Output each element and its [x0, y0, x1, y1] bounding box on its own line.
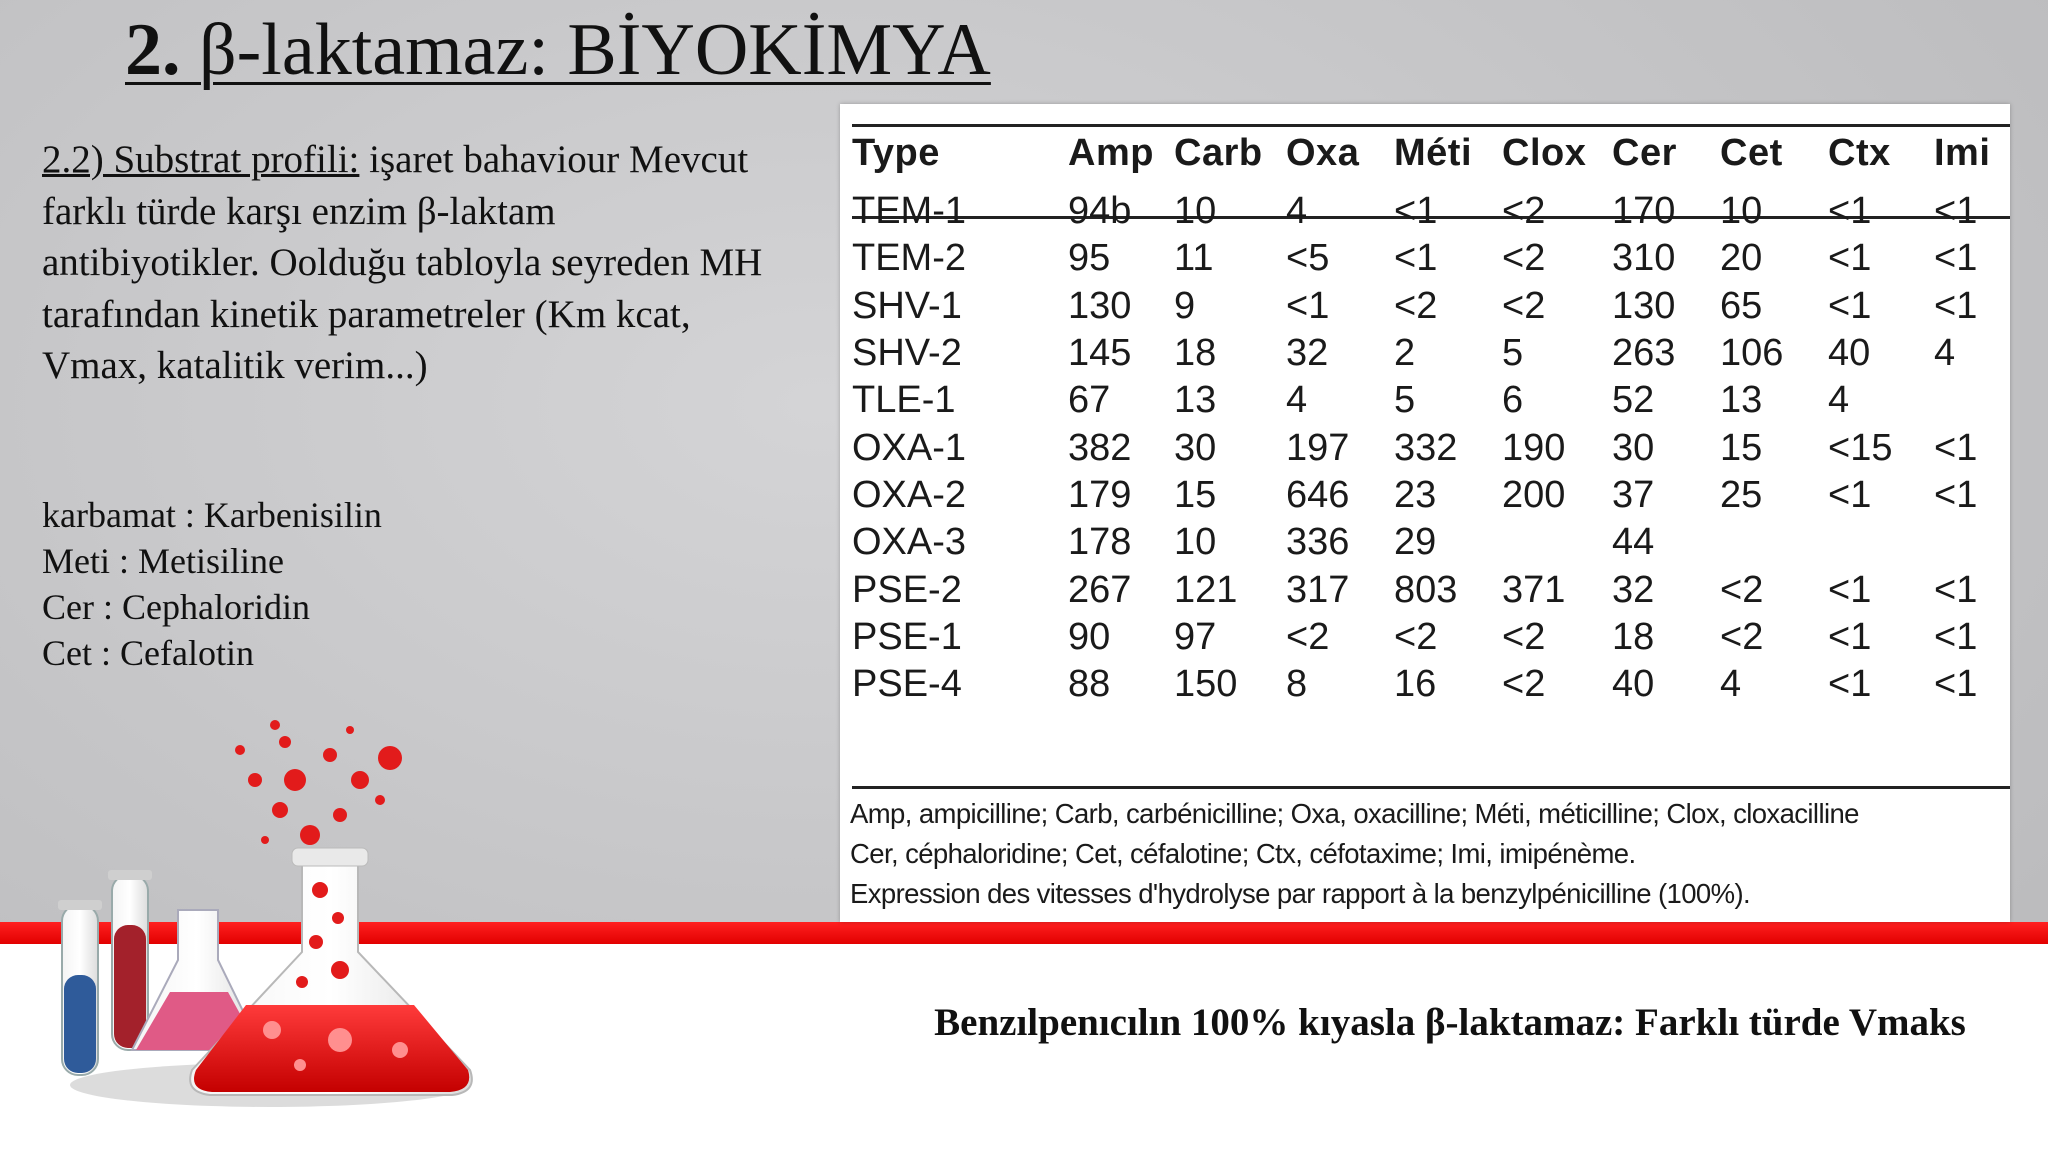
rate-cell: 32	[1286, 332, 1329, 375]
column-header: Carb	[1174, 131, 1263, 174]
column-header: Oxa	[1286, 131, 1360, 174]
column-header: Ctx	[1828, 131, 1891, 174]
enzyme-type-cell: OXA-1	[852, 426, 967, 469]
column-header: Cer	[1612, 131, 1677, 174]
enzyme-type-cell: PSE-4	[852, 663, 962, 706]
rate-cell: 4	[1720, 663, 1742, 706]
abbreviation-list	[42, 492, 542, 676]
rate-cell: 10	[1174, 190, 1217, 233]
rate-cell: 200	[1502, 473, 1566, 516]
rate-cell: 382	[1068, 426, 1132, 469]
rate-cell: <1	[1828, 284, 1872, 327]
rate-cell: 121	[1174, 568, 1238, 611]
table-row	[848, 188, 2004, 235]
rate-cell: <2	[1720, 568, 1764, 611]
table-row	[848, 377, 2004, 424]
title-number: 2.	[125, 9, 181, 91]
rate-cell	[1502, 519, 1612, 566]
table-row	[848, 472, 2004, 519]
rate-cell: 5	[1502, 332, 1524, 375]
rate-cell: 267	[1068, 568, 1132, 611]
substrate-profile-table-image	[840, 104, 2010, 922]
footnote-line: Expression des vitesses d'hydrolyse par rapport à la benzylpénicilline (100%).	[850, 878, 1751, 909]
table-header-row	[848, 118, 2004, 188]
rate-cell: 9	[1174, 284, 1196, 327]
rate-cell: 4	[1828, 379, 1850, 422]
table-row	[848, 235, 2004, 282]
rate-cell: 371	[1502, 568, 1566, 611]
rate-cell: 11	[1174, 237, 1214, 280]
rate-cell: 25	[1720, 473, 1763, 516]
rate-cell: <2	[1720, 615, 1764, 658]
rate-cell: <2	[1286, 615, 1330, 658]
flask-icon	[190, 848, 472, 1095]
rate-cell: 10	[1720, 190, 1763, 233]
enzyme-type-cell: TLE-1	[852, 379, 956, 422]
enzyme-type-cell: TEM-2	[852, 237, 966, 280]
rate-cell: 15	[1174, 473, 1217, 516]
rate-cell: 13	[1174, 379, 1217, 422]
rate-cell: 150	[1174, 663, 1238, 706]
rate-cell: 37	[1612, 473, 1655, 516]
rate-cell: <1	[1934, 190, 1978, 233]
intro-text: işaret bahaviour Mevcut farklı türde karşı enzim β-laktam antibiyotikler. Oolduğu tabloyla seyreden MH tarafından kinetik parametreler (Km kcat, Vmax, katalitik verim...)	[42, 138, 763, 387]
abbreviation-item: karbamat : Karbenisilin	[42, 495, 382, 535]
table-bottom-rule	[852, 786, 2010, 789]
rate-cell	[1934, 377, 2004, 424]
rate-cell: <1	[1934, 237, 1978, 280]
rate-cell: 13	[1720, 379, 1763, 422]
rate-cell: 8	[1286, 663, 1308, 706]
rate-cell: 130	[1612, 284, 1676, 327]
rate-cell: 90	[1068, 615, 1111, 658]
column-header: Clox	[1502, 131, 1587, 174]
table-row	[848, 283, 2004, 330]
abbreviation-item: Meti : Metisiline	[42, 541, 284, 581]
rate-cell: <1	[1934, 615, 1978, 658]
enzyme-type-cell: SHV-2	[852, 332, 962, 375]
rate-cell: 2	[1394, 332, 1416, 375]
table-row	[848, 330, 2004, 377]
rate-cell: 65	[1720, 284, 1763, 327]
rate-cell: 106	[1720, 332, 1784, 375]
rate-cell: 88	[1068, 663, 1111, 706]
rate-cell: <1	[1828, 615, 1872, 658]
rate-cell: <1	[1828, 663, 1872, 706]
rate-cell: 18	[1174, 332, 1217, 375]
table-caption: Benzılpenıcılın 100% kıyasla β-laktamaz: Farklı türde Vmaks	[934, 1001, 1966, 1044]
table-row	[848, 424, 2004, 471]
rate-cell: 18	[1612, 615, 1655, 658]
column-header: Méti	[1394, 131, 1472, 174]
rate-cell: 40	[1612, 663, 1655, 706]
rate-cell: <2	[1502, 615, 1546, 658]
column-header: Amp	[1068, 131, 1154, 174]
rate-cell: 32	[1612, 568, 1655, 611]
rate-cell: 20	[1720, 237, 1763, 280]
rate-cell: <1	[1934, 568, 1978, 611]
rate-cell: <1	[1934, 284, 1978, 327]
rate-cell: <1	[1828, 568, 1872, 611]
rate-cell: <1	[1934, 473, 1978, 516]
table-row	[848, 519, 2004, 566]
rate-cell: <2	[1502, 663, 1546, 706]
rate-cell: <5	[1286, 237, 1330, 280]
rate-cell: 179	[1068, 473, 1132, 516]
intro-heading: 2.2) Substrat profili:	[42, 138, 360, 181]
rate-cell	[1828, 519, 1934, 566]
rate-cell: <1	[1934, 663, 1978, 706]
rate-cell: 30	[1174, 426, 1217, 469]
enzyme-type-cell: OXA-3	[852, 521, 967, 564]
rate-cell	[1934, 519, 2004, 566]
rate-cell: <1	[1828, 473, 1872, 516]
title-text: β-laktamaz: BİYOKİMYA	[199, 9, 991, 91]
rate-cell: 263	[1612, 332, 1676, 375]
rate-cell: <1	[1394, 237, 1438, 280]
rate-cell: 130	[1068, 284, 1132, 327]
test-tube-icon	[58, 900, 102, 1075]
rate-cell: 190	[1502, 426, 1566, 469]
enzyme-type-cell: PSE-1	[852, 615, 962, 658]
column-header: Type	[852, 131, 940, 174]
chemistry-flask-and-test-tubes-icon	[40, 720, 510, 1120]
enzyme-type-cell: TEM-1	[852, 190, 966, 233]
rate-cell: 52	[1612, 379, 1655, 422]
rate-cell: 15	[1720, 426, 1763, 469]
rate-cell: 5	[1394, 379, 1416, 422]
rate-cell: <2	[1502, 284, 1546, 327]
rate-cell: 67	[1068, 379, 1111, 422]
enzyme-type-cell: OXA-2	[852, 473, 967, 516]
rate-cell: 317	[1286, 568, 1350, 611]
rate-cell: <1	[1828, 237, 1872, 280]
rate-cell: 16	[1394, 663, 1437, 706]
rate-cell: <1	[1394, 190, 1438, 233]
rate-cell: 6	[1502, 379, 1524, 422]
rate-cell: 4	[1934, 332, 1956, 375]
rate-cell: 178	[1068, 521, 1132, 564]
abbreviation-item: Cet : Cefalotin	[42, 633, 254, 673]
rate-cell: 29	[1394, 521, 1437, 564]
rate-cell: 10	[1174, 521, 1217, 564]
rate-cell: 145	[1068, 332, 1132, 375]
column-header: Cet	[1720, 131, 1783, 174]
rate-cell: 4	[1286, 379, 1308, 422]
column-header: Imi	[1934, 131, 1991, 174]
rate-cell: 94b	[1068, 190, 1132, 233]
rate-cell: 310	[1612, 237, 1676, 280]
rate-cell: 803	[1394, 568, 1458, 611]
rate-cell: 170	[1612, 190, 1676, 233]
table-row	[848, 614, 2004, 661]
intro-paragraph	[42, 134, 782, 392]
table-row	[848, 661, 2004, 708]
rate-cell: <2	[1394, 615, 1438, 658]
rate-cell: 646	[1286, 473, 1350, 516]
rate-cell: 97	[1174, 615, 1217, 658]
rate-cell: 44	[1612, 521, 1655, 564]
rate-cell: 336	[1286, 521, 1350, 564]
rate-cell: <2	[1502, 237, 1546, 280]
rate-cell: 30	[1612, 426, 1655, 469]
rate-cell: <1	[1828, 190, 1872, 233]
rate-cell: 197	[1286, 426, 1350, 469]
rate-cell: 95	[1068, 237, 1111, 280]
rate-cell: 4	[1286, 190, 1308, 233]
kinetics-table	[848, 118, 2004, 708]
rate-cell: <1	[1934, 426, 1978, 469]
footnote-line: Amp, ampicilline; Carb, carbénicilline; Oxa, oxacilline; Méti, méticilline; Clox, cloxacilline	[850, 798, 1859, 829]
rate-cell: <1	[1286, 284, 1330, 327]
abbreviation-item: Cer : Cephaloridin	[42, 587, 310, 627]
rate-cell	[1720, 519, 1828, 566]
rate-cell: <2	[1502, 190, 1546, 233]
rate-cell: <2	[1394, 284, 1438, 327]
rate-cell: 23	[1394, 473, 1437, 516]
rate-cell: 332	[1394, 426, 1458, 469]
enzyme-type-cell: SHV-1	[852, 284, 962, 327]
footnote-line: Cer, céphaloridine; Cet, céfalotine; Ctx, céfotaxime; Imi, imipénème.	[850, 838, 1636, 869]
table-footnotes	[850, 794, 2010, 914]
rate-cell: <15	[1828, 426, 1893, 469]
table-row	[848, 566, 2004, 613]
slide-title	[125, 8, 991, 93]
enzyme-type-cell: PSE-2	[852, 568, 962, 611]
rate-cell: 40	[1828, 332, 1871, 375]
bubbles-icon	[235, 720, 402, 845]
